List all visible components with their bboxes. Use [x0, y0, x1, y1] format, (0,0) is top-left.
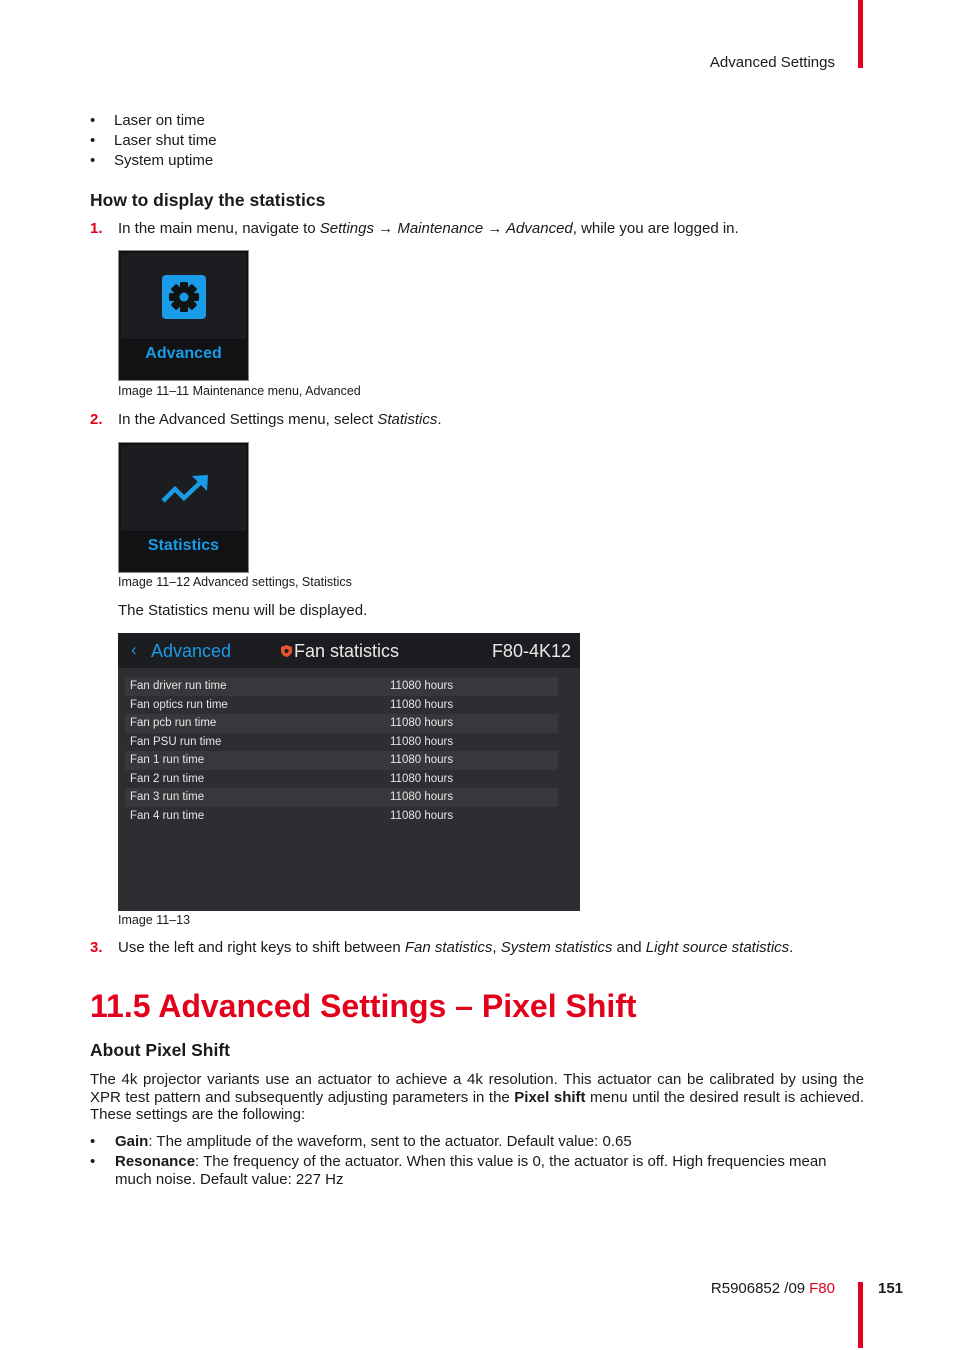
page-number: 151	[878, 1280, 904, 1297]
model-label: F80-4K12	[491, 641, 571, 661]
statistics-menu-tile[interactable]	[118, 442, 249, 573]
list-item: • System uptime	[90, 152, 217, 172]
trending-up-icon	[160, 473, 210, 507]
screen-title: Fan statistics	[294, 641, 400, 661]
gear-icon	[162, 275, 206, 319]
table-row: Fan 1 run time 11080 hours	[125, 751, 558, 770]
image-caption: Image 11–13	[118, 913, 191, 927]
table-row: Fan driver run time 11080 hours	[125, 677, 558, 696]
step-number: 1.	[90, 220, 103, 237]
tile-label: Statistics	[147, 537, 220, 554]
advanced-menu-tile[interactable]	[118, 250, 249, 381]
footer-doc-id: R5906852 /09 F80	[710, 1280, 835, 1297]
step-1-text: In the main menu, navigate to Settings → Maintenance → Advanced, while you are logged in.	[118, 220, 739, 237]
table-row: Fan 2 run time 11080 hours	[130, 772, 454, 785]
howto-heading: How to display the statistics	[90, 190, 326, 210]
footer-accent-bar	[858, 1282, 863, 1348]
statistics-list	[90, 112, 217, 172]
list-item: • Gain: The amplitude of the waveform, sent to the actuator. Default value: 0.65	[90, 1133, 865, 1151]
image-caption: Image 11–11 Maintenance menu, Advanced	[118, 384, 361, 398]
table-row: Fan 3 run time 11080 hours	[125, 788, 558, 807]
subsection-heading: About Pixel Shift	[90, 1040, 230, 1060]
tile-label: Advanced	[145, 345, 222, 362]
shield-icon	[281, 645, 292, 657]
image-caption: Image 11–12 Advanced settings, Statistics	[118, 575, 352, 589]
back-breadcrumb[interactable]: Advanced	[151, 641, 232, 661]
step-2-text: In the Advanced Settings menu, select Statistics.	[118, 411, 442, 428]
fan-statistics-screen	[118, 633, 580, 911]
table-row: Fan pcb run time 11080 hours	[125, 714, 558, 733]
table-row: Fan 4 run time 11080 hours	[130, 809, 454, 822]
step-3-text: Use the left and right keys to shift between Fan statistics, System statistics and Light source statistics.	[118, 939, 794, 956]
running-header: Advanced Settings	[709, 54, 835, 71]
result-text: The Statistics menu will be displayed.	[118, 602, 368, 619]
body-paragraph: The 4k projector variants use an actuator to achieve a 4k resolution. This actuator can be calibrated by using the XPR test pattern and subsequently adjusting parameters in the Pixel shift menu until the desired result is achieved. These settings are the following:	[90, 1071, 864, 1123]
step-number: 2.	[90, 411, 103, 428]
header-accent-bar	[858, 0, 863, 68]
list-item: • Laser on time	[90, 112, 217, 132]
chevron-left-icon[interactable]: ‹	[131, 640, 137, 659]
settings-list	[90, 1133, 865, 1188]
page-indicator	[339, 903, 363, 911]
list-item: • Resonance: The frequency of the actuator. When this value is 0, the actuator is off. High frequencies mean much noise. Default value: 227 Hz	[90, 1153, 865, 1188]
step-number: 3.	[90, 939, 103, 956]
table-row: Fan PSU run time 11080 hours	[130, 735, 454, 748]
screen-header	[118, 633, 580, 668]
section-title: 11.5 Advanced Settings – Pixel Shift	[90, 988, 637, 1024]
list-item: • Laser shut time	[90, 132, 217, 152]
table-row: Fan optics run time 11080 hours	[130, 698, 454, 711]
